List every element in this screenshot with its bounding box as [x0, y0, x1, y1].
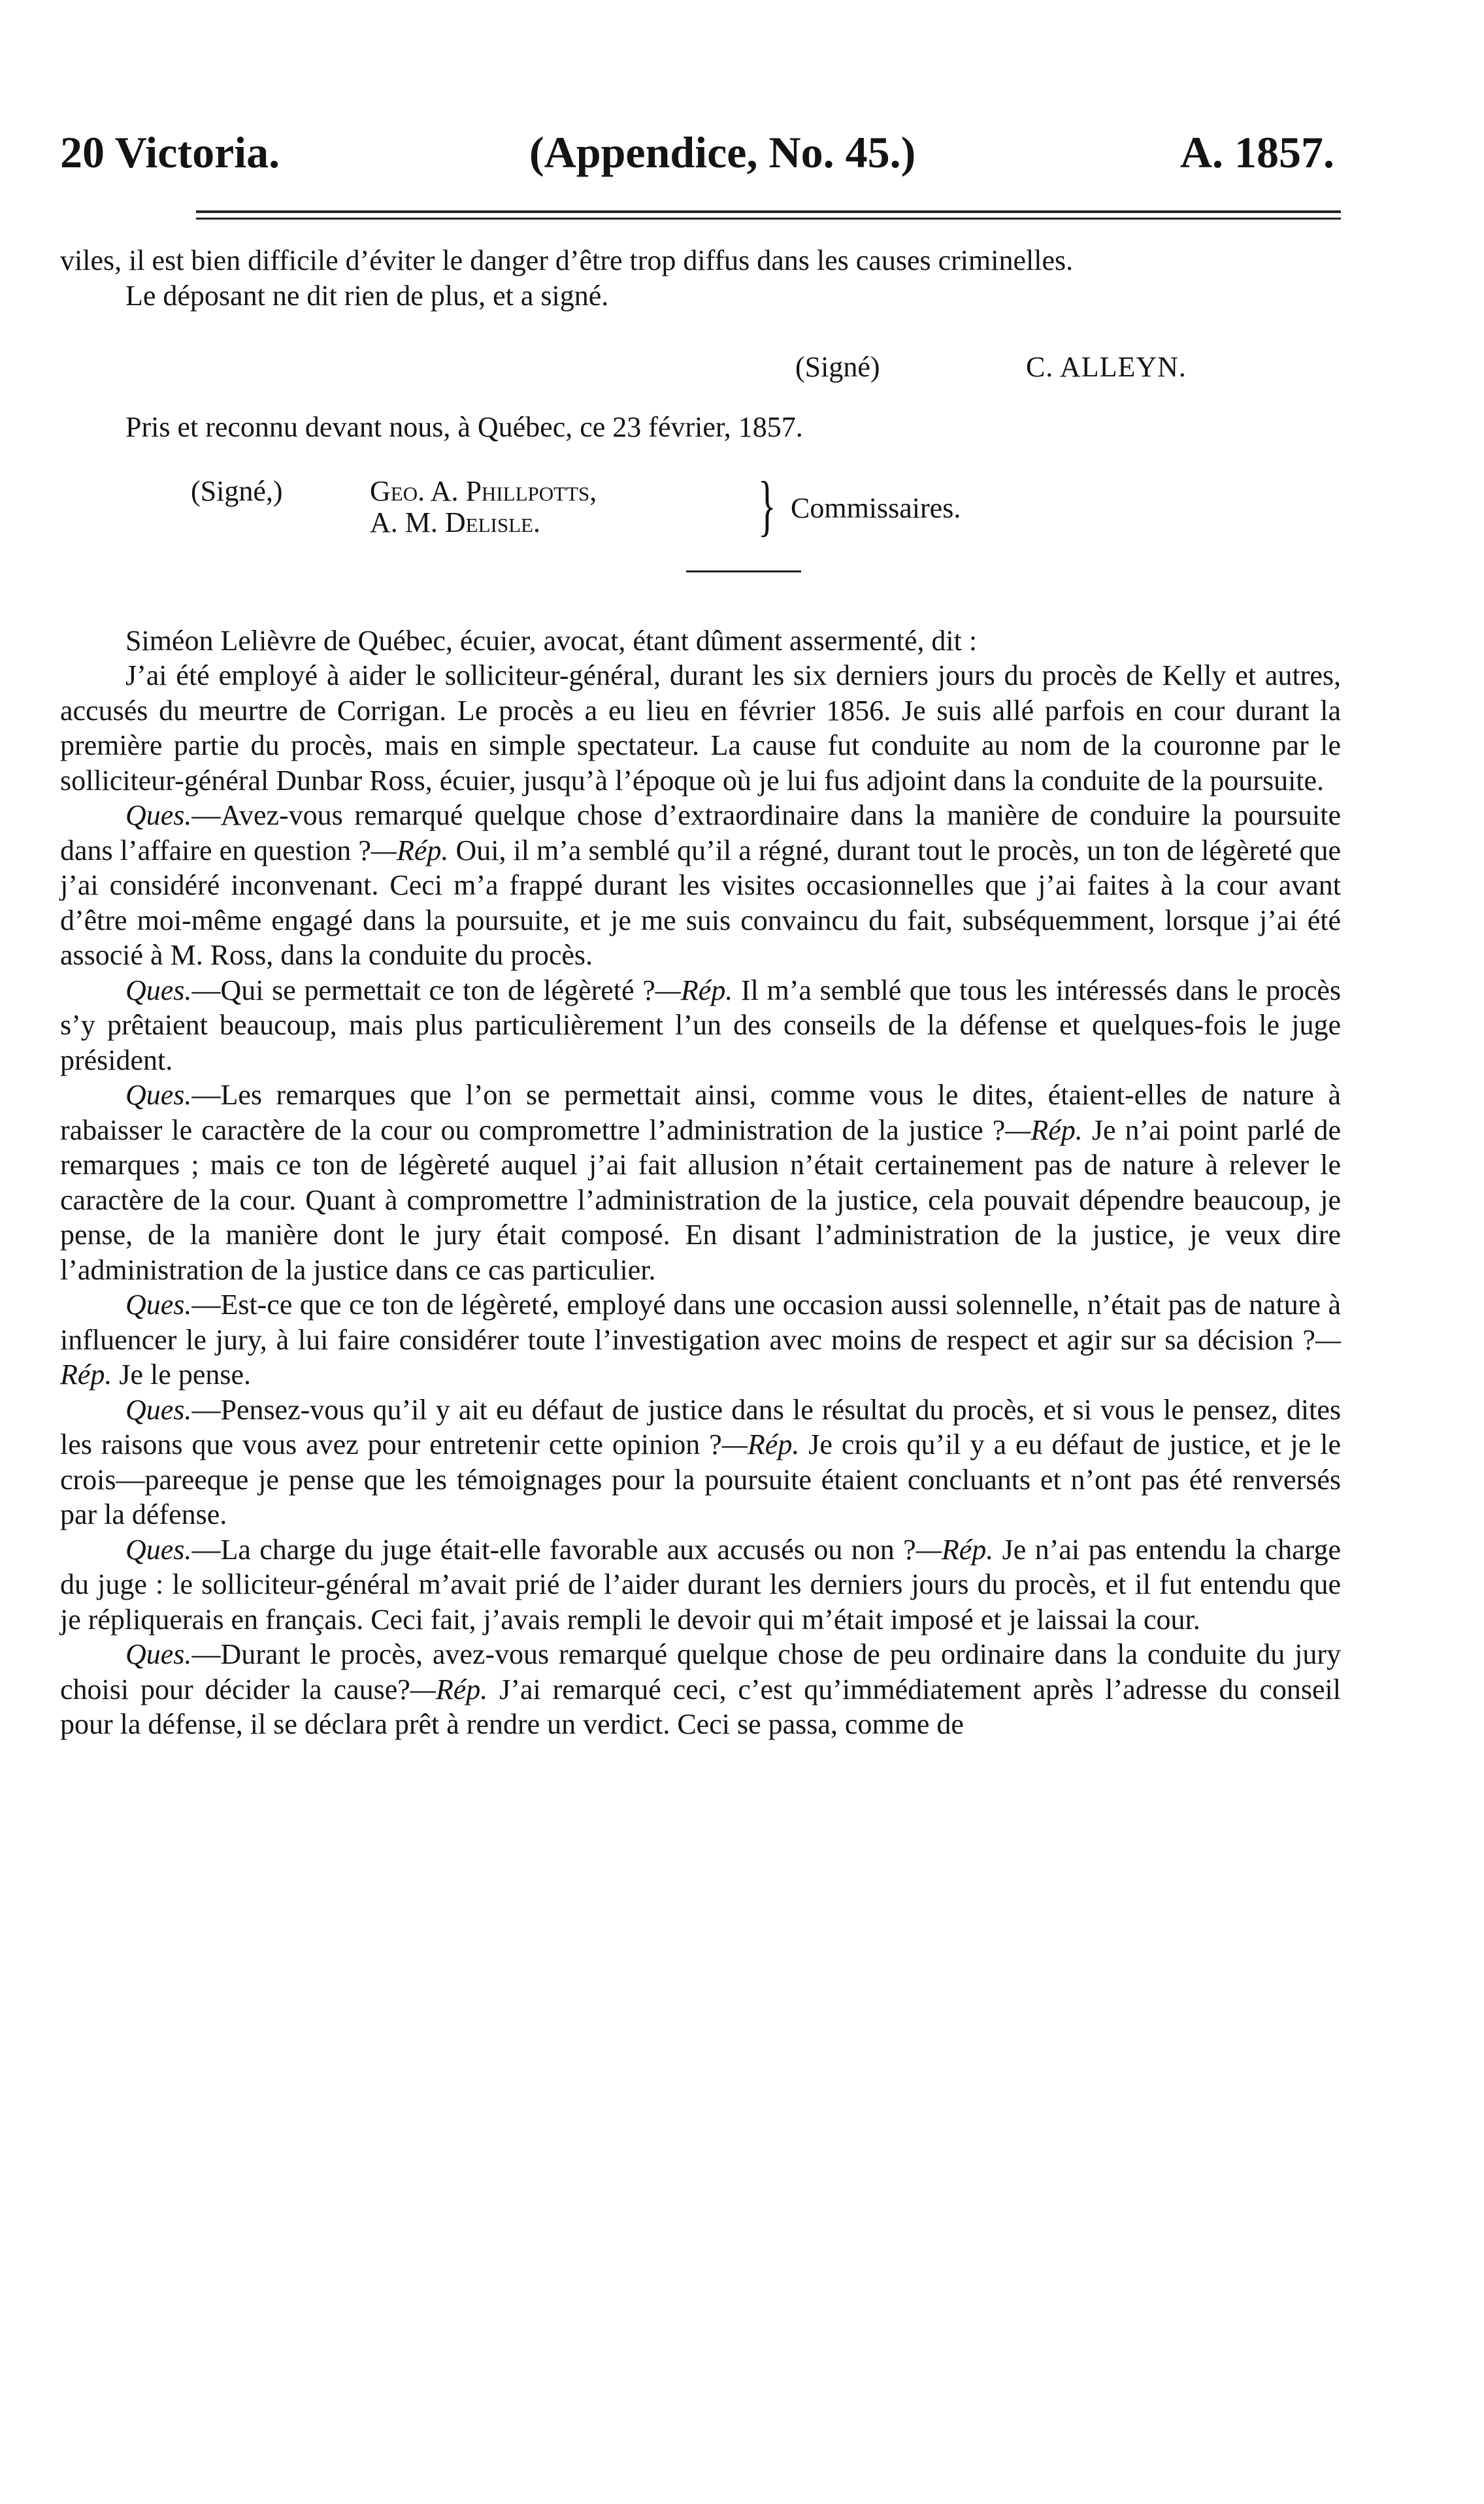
header-appendix: (Appendice, No. 45.) [529, 127, 916, 177]
header-double-rule [196, 210, 1341, 220]
answer-label: —Rép. [1005, 1113, 1083, 1146]
answer-label: —Rép. [655, 974, 733, 1006]
question-label: Ques. [125, 974, 192, 1006]
signature-label: (Signé) [795, 351, 880, 383]
qa-paragraph [60, 973, 1341, 1078]
commissioner-name-2: A. M. Delisle. [370, 506, 540, 538]
brace-glyph: } [758, 467, 776, 543]
taken-before-line: Pris et reconnu devant nous, à Québec, ce 23 février, 1857. [125, 411, 803, 443]
question-label: Ques. [125, 799, 192, 831]
page-body [60, 243, 1341, 1742]
answer-text: Je le pense. [112, 1359, 251, 1391]
qa-paragraph [60, 798, 1341, 973]
question-label: Ques. [125, 1638, 192, 1670]
question-label: Ques. [125, 1289, 192, 1321]
commissioners-block [60, 467, 1341, 551]
question-label: Ques. [125, 1079, 192, 1111]
question-text: —Est-ce que ce ton de légèreté, employé dans une occasion aussi solennelle, n’était pas de nature à influencer le jury, à lui faire considérer toute l’investigation avec moins de respect et agir sur sa décision ? [60, 1289, 1341, 1356]
section-divider [686, 570, 801, 572]
testimony-paragraph: J’ai été employé à aider le solliciteur-général, durant les six derniers jours du procès de Kelly et autres, accusés du meurtre de Corrigan. Le procès a eu lieu en février 1856. Je suis allé parfois en cour durant la première partie du procès, mais en simple spectateur. La cause fut conduite au nom de la couronne par le solliciteur-général Dunbar Ross, écuier, jusqu’à l’époque où je lui fus adjoint dans la conduite de la poursuite. [60, 659, 1341, 797]
answer-text: J’ai remarqué ceci, c’est qu’immédiatement après l’adresse du conseil pour la défense, il se déclara prêt à rendre un verdict. Ceci se passa, comme de [60, 1673, 1342, 1740]
answer-label: —Rép. [60, 1323, 1341, 1391]
commissioners-title: Commissaires. [791, 491, 961, 524]
continuation-paragraph: viles, il est bien difficile d’éviter le danger d’être trop diffus dans les causes criminelles. [60, 244, 1074, 276]
deponent-signature [60, 350, 1341, 387]
answer-text: Je crois qu’il y a eu défaut de justice, et je le crois—pareeque je pense que les témoignages pour la poursuite étaient concluants et n’ont pas été renversés par la défense. [60, 1428, 1341, 1530]
qa-paragraph [60, 1637, 1341, 1742]
question-text: —Avez-vous remarqué quelque chose d’extraordinaire dans la manière de conduire la poursuite dans l’affaire en question ? [60, 799, 1341, 866]
question-text: —Qui se permettait ce ton de légèreté ? [191, 974, 655, 1006]
qa-paragraph [60, 1392, 1341, 1532]
header-session: 20 Victoria. [60, 127, 280, 177]
answer-label: —Rép. [410, 1673, 488, 1705]
answer-text: Je n’ai point parlé de remarques ; mais ce ton de légèreté auquel j’ai fait allusion n’était certainement pas de nature à relever le caractère de la cour. Quant à compromettre l’administration de la justice, cela pouvait dépendre beaucoup, je pense, de la manière dont le jury était composé. En disant l’administration de la justice, je veux dire l’administration de la justice dans ce cas particulier. [60, 1113, 1341, 1286]
answer-text: Oui, il m’a semblé qu’il a régné, durant tout le procès, un ton de légèreté que j’ai considéré inconvenant. Ceci m’a frappé durant les visites occasionnelles que j’ai faites à la cour avant d’être moi-même engagé dans la poursuite, et je me suis convaincu du fait, subséquemment, lorsque j’ai été associé à M. Ross, dans la conduite du procès. [60, 834, 1341, 971]
question-text: —La charge du juge était-elle favorable aux accusés ou non ? [191, 1533, 916, 1566]
header-year: A. 1857. [1179, 127, 1334, 177]
closing-statement: Le déposant ne dit rien de plus, et a signé. [125, 279, 609, 312]
answer-label: —Rép. [721, 1428, 800, 1460]
answer-label: —Rép. [371, 834, 449, 866]
running-header [60, 120, 1334, 185]
commissioner-name-1: Geo. A. Phillpotts, [370, 474, 597, 507]
witness-intro: Siméon Lelièvre de Québec, écuier, avocat, étant dûment assermenté, dit : [125, 624, 978, 657]
question-label: Ques. [125, 1533, 192, 1566]
answer-text: Il m’a semblé que tous les intéressés dans le procès s’y prêtaient beaucoup, mais plus particulièrement l’un des conseils de la défense et quelques-fois le juge président. [60, 974, 1342, 1076]
question-text: —Pensez-vous qu’il y ait eu défaut de justice dans le résultat du procès, et si vous le pensez, dites les raisons que vous avez pour entretenir cette opinion ? [60, 1393, 1341, 1460]
signature-name: C. ALLEYN. [1026, 351, 1187, 383]
commissioners-signed-label: (Signé,) [191, 474, 283, 507]
qa-paragraph [60, 1078, 1341, 1287]
qa-paragraph [60, 1287, 1341, 1392]
answer-label: —Rép. [915, 1533, 994, 1566]
qa-paragraph [60, 1532, 1341, 1638]
question-text: —Durant le procès, avez-vous remarqué quelque chose de peu ordinaire dans la conduite du jury choisi pour décider la cause? [60, 1638, 1341, 1705]
question-label: Ques. [125, 1393, 192, 1426]
answer-text: Je n’ai pas entendu la charge du juge : le solliciteur-général m’avait prié de l’aider durant les derniers jours du procès, et il fut entendu que je répliquerais en français. Ceci fait, j’avais rempli le devoir qui m’était imposé et je laissai la cour. [60, 1533, 1341, 1636]
question-text: —Les remarques que l’on se permettait ainsi, comme vous le dites, étaient-elles de nature à rabaisser le caractère de la cour ou compromettre l’administration de la justice ? [60, 1079, 1341, 1146]
